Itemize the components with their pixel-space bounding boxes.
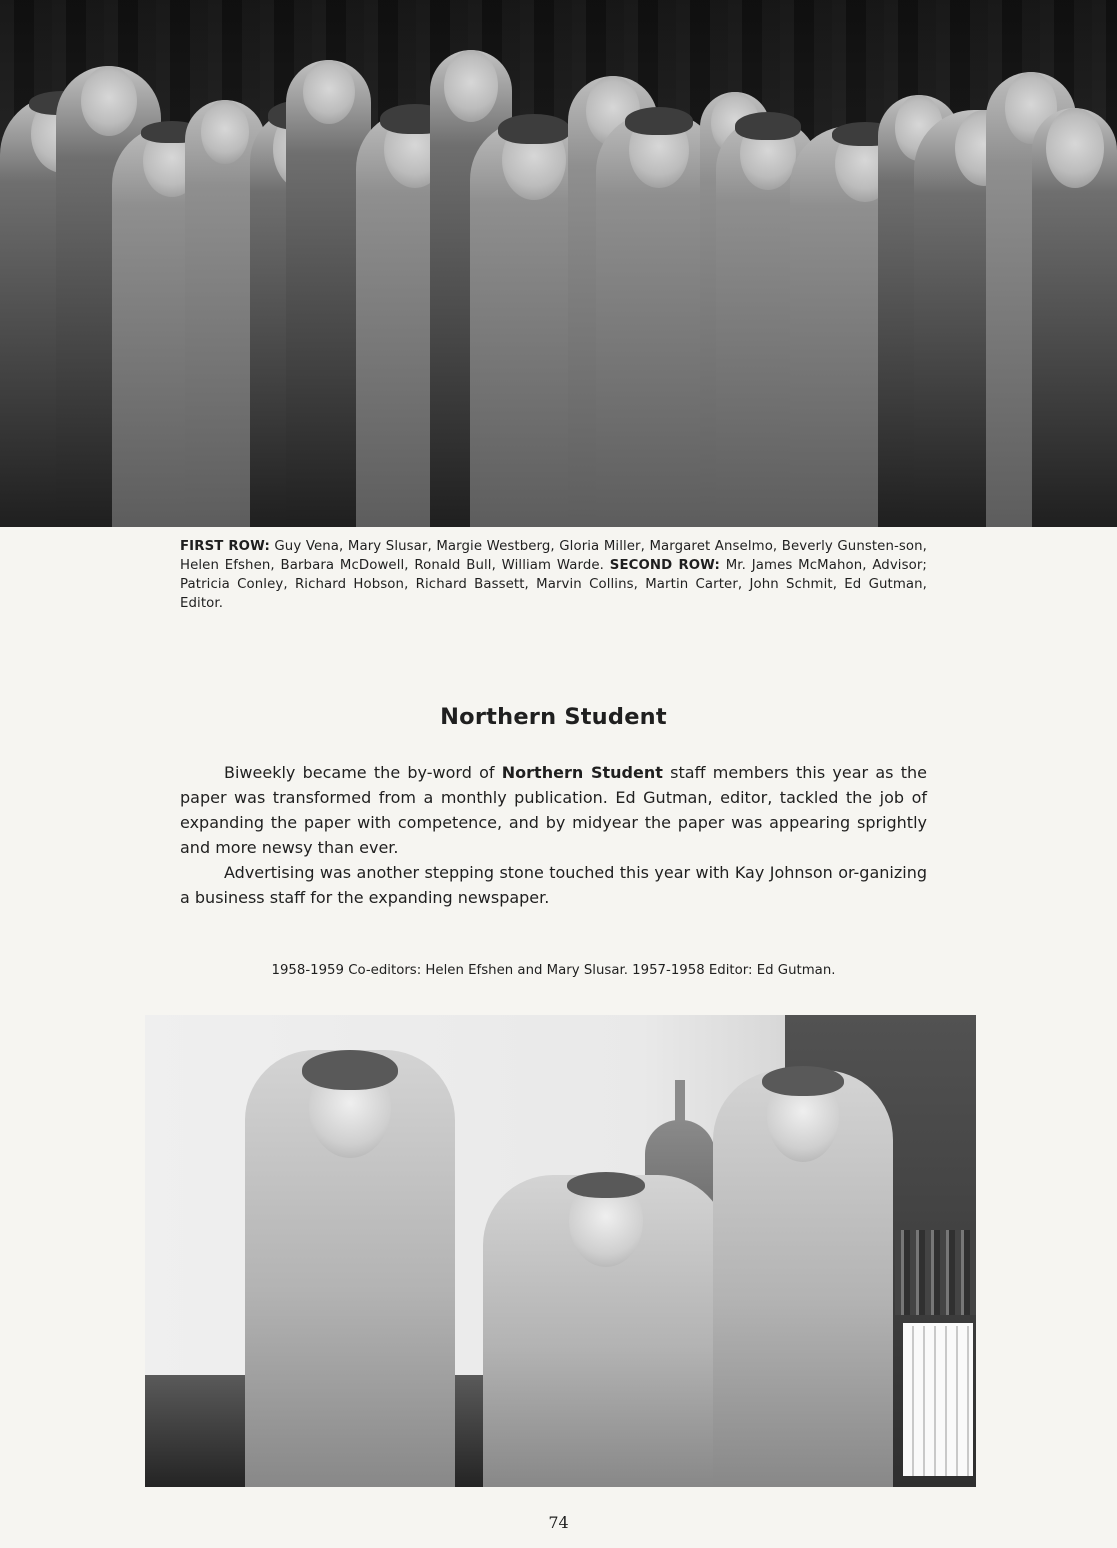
person-figure [245, 1050, 455, 1487]
person-figure [483, 1175, 728, 1487]
article-body [180, 760, 927, 910]
bookshelf [895, 1230, 976, 1315]
person-figure [713, 1070, 893, 1487]
first-row-label: FIRST ROW: [180, 539, 270, 554]
article-paragraph-2: Advertising was another stepping stone touched this year with Kay Johnson or-ganizing a business staff for the expanding newspaper. [180, 863, 927, 907]
paragraph-1-text-a: Biweekly became the by-word of [224, 763, 502, 782]
paragraph-1-text-b: staff members this year as the paper was transformed from a monthly publication. Ed Gutman, editor, tackled the job of expanding the paper with competence, and by midyear the paper was appearing sprightly and more newsy than ever. [180, 763, 928, 857]
second-row-label: SECOND ROW: [609, 558, 720, 573]
page-number: 74 [548, 1513, 569, 1532]
article-paragraph-1 [180, 760, 927, 860]
publication-name: Northern Student [501, 763, 663, 782]
radiator [903, 1323, 973, 1476]
group-photo-caption [180, 537, 927, 613]
article-title: Northern Student [440, 704, 667, 730]
editors-caption: 1958-1959 Co-editors: Helen Efshen and Mary Slusar. 1957-1958 Editor: Ed Gutman. [271, 963, 836, 978]
person-figure [1032, 108, 1117, 527]
group-photo [0, 0, 1117, 527]
second-row-names: Mr. James McMahon, Advisor; Patricia Conley, Richard Hobson, Richard Bassett, Marvin Collins, Martin Carter, John Schmit, Ed Gutman, Editor. [180, 558, 928, 611]
first-row-names: Guy Vena, Mary Slusar, Margie Westberg, Gloria Miller, Margaret Anselmo, Beverly Gunsten-son, Helen Efshen, Barbara McDowell, Ronald Bull, William Warde. [180, 539, 928, 573]
editors-photo [145, 1015, 976, 1487]
